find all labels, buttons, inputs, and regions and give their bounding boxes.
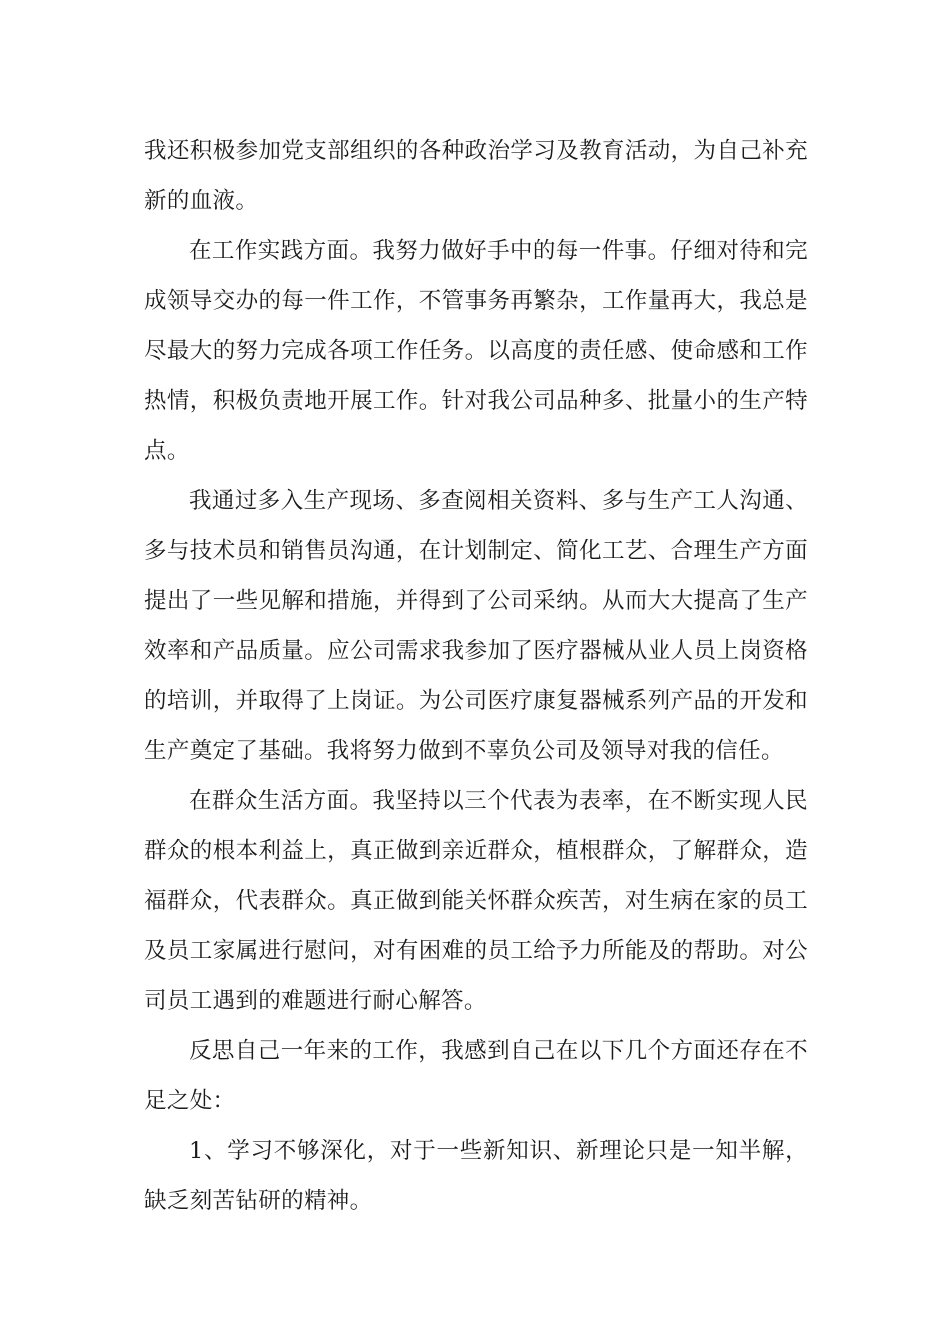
document-body — [144, 126, 808, 1226]
paragraph-self-reflection: 反思自己一年来的工作，我感到自己在以下几个方面还存在不足之处： — [144, 1038, 808, 1114]
paragraph-production-improvement: 我通过多入生产现场、多查阅相关资料、多与生产工人沟通、多与技术员和销售员沟通，在计划制定、简化工艺、合理生产方面提出了一些见解和措施，并得到了公司采纳。从而大大提高了生产效率和产品质量。应公司需求我参加了医疗器械从业人员上岗资格的培训，并取得了上岗证。为公司医疗康复器械系列产品的开发和生产奠定了基础。我将努力做到不辜负公司及领导对我的信任。 — [144, 488, 808, 764]
paragraph-mass-life: 在群众生活方面。我坚持以三个代表为表率，在不断实现人民群众的根本利益上，真正做到亲近群众，植根群众，了解群众，造福群众，代表群众。真正做到能关怀群众疾苦，对生病在家的员工及员工家属进行慰问，对有困难的员工给予力所能及的帮助。对公司员工遇到的难题进行耐心解答。 — [144, 788, 808, 1014]
paragraph-shortcoming-1: 1、学习不够深化，对于一些新知识、新理论只是一知半解，缺乏刻苦钻研的精神。 — [144, 1138, 808, 1214]
paragraph-work-practice: 在工作实践方面。我努力做好手中的每一件事。仔细对待和完成领导交办的每一件工作，不管事务再繁杂，工作量再大，我总是尽最大的努力完成各项工作任务。以高度的责任感、使命感和工作热情，积极负责地开展工作。针对我公司品种多、批量小的生产特点。 — [144, 238, 808, 464]
paragraph-political-study: 我还积极参加党支部组织的各种政治学习及教育活动，为自己补充新的血液。 — [144, 138, 808, 214]
